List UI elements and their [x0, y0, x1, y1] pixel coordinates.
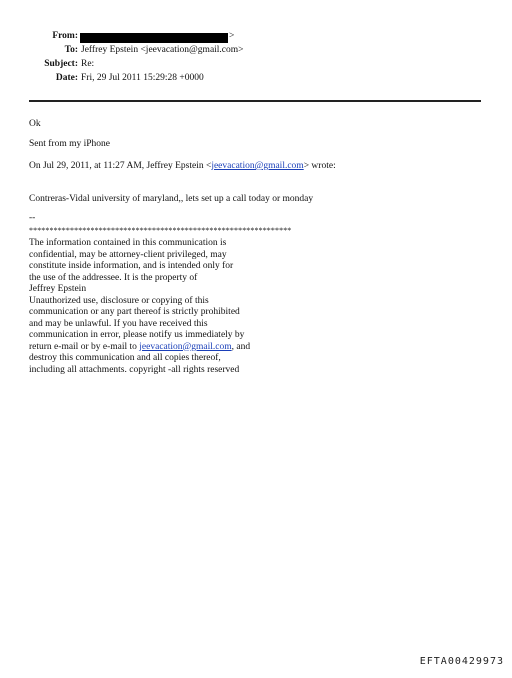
disclaimer-line: communication or any part thereof is strictly prohibited	[29, 307, 240, 317]
subject-label: Subject:	[44, 59, 78, 69]
disclaimer-line: destroy this communication and all copies thereof,	[29, 353, 221, 363]
date-row	[0, 72, 512, 86]
to-value: Jeffrey Epstein <jeevacation@gmail.com>	[81, 45, 244, 55]
sender-email-link[interactable]: jeevacation@gmail.com	[211, 161, 304, 171]
email-header	[0, 30, 512, 86]
quote-intro-pre: On Jul 29, 2011, at 11:27 AM, Jeffrey Epstein <	[29, 161, 212, 171]
header-divider	[29, 100, 481, 102]
disclaimer-line: constitute inside information, and is intended only for	[29, 261, 234, 271]
disclaimer-line: Jeffrey Epstein	[29, 284, 87, 294]
disclaimer-line: communication in error, please notify us immediately by	[29, 330, 245, 340]
disclaimer-stars: ****************************************************************	[29, 226, 292, 235]
disclaimer-block	[29, 238, 250, 376]
subject-row	[0, 58, 512, 72]
quote-intro	[29, 160, 336, 172]
from-label: From:	[52, 31, 78, 41]
from-suffix: >	[229, 31, 235, 41]
disclaimer-line: Unauthorized use, disclosure or copying of this	[29, 295, 209, 306]
from-row	[0, 30, 512, 44]
to-label: To:	[64, 45, 78, 55]
quoted-message: Contreras-Vidal university of maryland,, lets set up a call today or monday	[29, 194, 314, 204]
disclaimer-line: including all attachments. copyright -all rights reserved	[29, 364, 240, 375]
disclaimer-line: The information contained in this communication is	[29, 238, 227, 248]
signature-text: Sent from my iPhone	[29, 139, 111, 149]
redaction-bar	[80, 33, 228, 43]
disclaimer-return-pre: return e-mail or by e-mail to	[29, 341, 140, 352]
disclaimer-line: and may be unlawful. If you have received this	[29, 318, 208, 329]
disclaimer-line: the use of the addressee. It is the property of	[29, 272, 198, 283]
disclaimer-email-link[interactable]: jeevacation@gmail.com	[139, 341, 232, 352]
document-id: EFTA00429973	[419, 656, 504, 667]
quote-intro-post: > wrote:	[303, 161, 336, 171]
subject-value: Re:	[81, 59, 95, 69]
reply-text: Ok	[29, 119, 41, 129]
disclaimer-line: confidential, may be attorney-client privileged, may	[29, 249, 227, 260]
disclaimer-return-post: , and	[231, 341, 251, 352]
to-row	[0, 44, 512, 58]
disclaimer-return-line	[29, 342, 250, 354]
date-label: Date:	[55, 73, 78, 83]
signature-separator: --	[29, 213, 36, 223]
date-value: Fri, 29 Jul 2011 15:29:28 +0000	[81, 73, 204, 83]
